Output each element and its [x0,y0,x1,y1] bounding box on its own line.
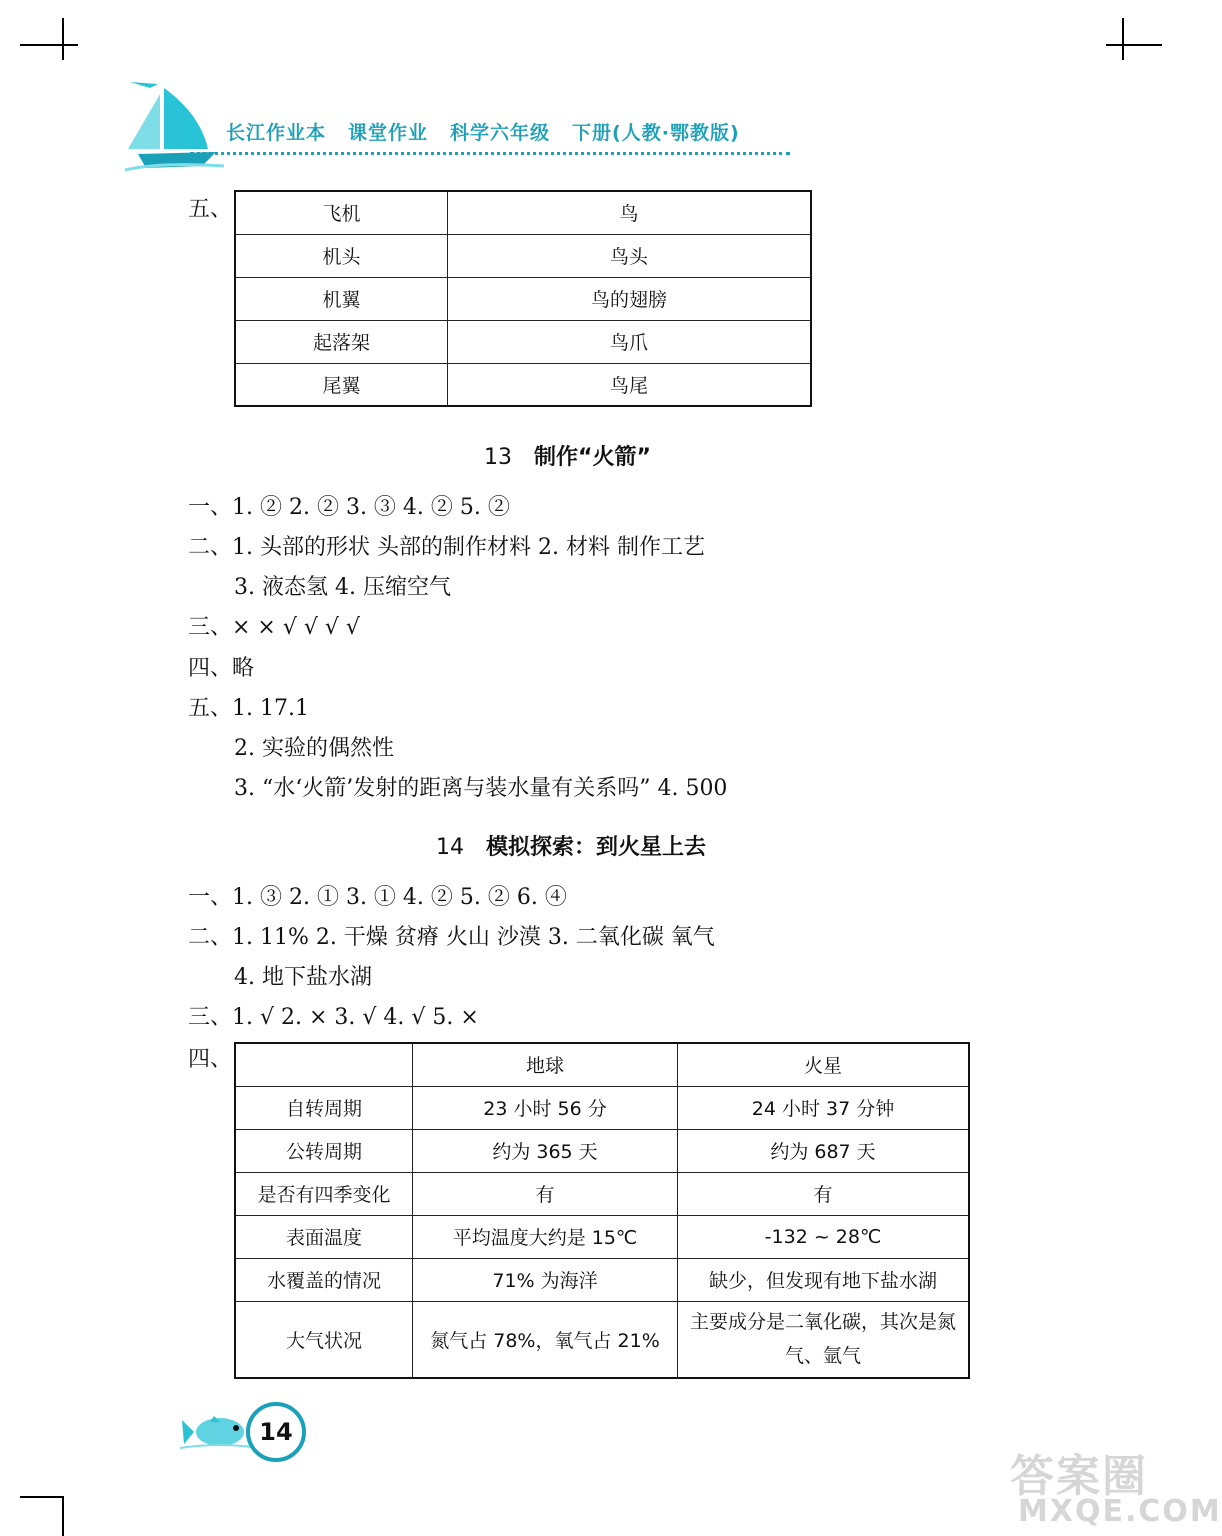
header-book-name: 长江作业本 [226,122,327,144]
table-cell: 尾翼 [235,363,448,406]
answer-line: 四、略 [188,656,255,681]
table-cell: 公转周期 [235,1129,413,1172]
crop-mark-bottom-left-v [62,1496,64,1536]
table-cell: 鸟尾 [448,363,812,406]
table-header-cell: 地球 [413,1043,678,1086]
lesson-number: 13 [484,445,512,470]
answer-line: 二、1. 11% 2. 干燥 贫瘠 火山 沙漠 3. 二氧化碳 氧气 [188,925,715,950]
lesson-number: 14 [436,835,464,860]
table-cell: -132 ~ 28℃ [678,1215,970,1258]
table-cell: 大气状况 [235,1301,413,1378]
header-subject: 科学六年级 [450,122,551,144]
table-cell: 鸟 [448,191,812,234]
crop-mark-bottom-left-h [20,1496,62,1498]
answer-line: 五、1. 17.1 [188,696,309,721]
page-number: 14 [246,1402,306,1462]
crop-mark-top-right-h [1106,44,1162,46]
question-label-5: 五、 [188,197,233,222]
table-cell: 有 [678,1172,970,1215]
header-volume: 下册(人教·鄂教版) [572,122,740,144]
lesson-13-title [484,440,651,471]
table-cell: 缺少，但发现有地下盐水湖 [678,1258,970,1301]
table-cell: 鸟爪 [448,320,812,363]
crop-mark-top-left-v [62,18,64,60]
table-header-cell: 火星 [678,1043,970,1086]
answer-line: 三、1. √ 2. × 3. √ 4. √ 5. × [188,1005,479,1030]
answer-line: 3. “水‘火箭’发射的距离与装水量有关系吗” 4. 500 [234,776,728,801]
table-cell: 约为 687 天 [678,1129,970,1172]
table-cell: 24 小时 37 分钟 [678,1086,970,1129]
table-cell: 71% 为海洋 [413,1258,678,1301]
table-cell: 飞机 [235,191,448,234]
answer-line: 一、1. ③ 2. ① 3. ① 4. ② 5. ② 6. ④ [188,885,567,910]
answer-line: 2. 实验的偶然性 [234,736,394,761]
crop-mark-top-right-v [1122,18,1124,60]
header-title [226,118,762,145]
answer-line: 二、1. 头部的形状 头部的制作材料 2. 材料 制作工艺 [188,535,705,560]
lesson-title-text: 制作“火箭” [534,445,651,470]
answer-line: 3. 液态氢 4. 压缩空气 [234,575,451,600]
table-cell: 鸟头 [448,234,812,277]
table-cell: 主要成分是二氧化碳，其次是氮气、氩气 [678,1301,970,1378]
table-cell: 平均温度大约是 15℃ [413,1215,678,1258]
table-cell: 水覆盖的情况 [235,1258,413,1301]
crop-mark-top-left-h [20,44,78,46]
table-cell: 鸟的翅膀 [448,277,812,320]
header-dotted-divider [190,152,790,155]
lesson-14-title [436,830,706,861]
answer-line: 三、× × √ √ √ √ [188,615,360,640]
earth-mars-table [234,1042,970,1379]
table-cell: 机头 [235,234,448,277]
table-cell: 23 小时 56 分 [413,1086,678,1129]
table-cell: 表面温度 [235,1215,413,1258]
watermark-logo: 答案圈 [1010,1451,1148,1502]
watermark-url: MXQE.COM [1018,1494,1222,1529]
table-cell: 自转周期 [235,1086,413,1129]
table-cell: 有 [413,1172,678,1215]
table-cell: 机翼 [235,277,448,320]
table-cell: 约为 365 天 [413,1129,678,1172]
lesson-title-text: 模拟探索：到火星上去 [486,835,707,860]
header-series: 课堂作业 [348,122,429,144]
table-header-cell [235,1043,413,1086]
answer-line: 一、1. ② 2. ② 3. ③ 4. ② 5. ② [188,495,510,520]
question-label-4: 四、 [188,1047,233,1072]
table-cell: 起落架 [235,320,448,363]
table-cell: 氮气占 78%，氧气占 21% [413,1301,678,1378]
header-sailboat-logo [120,74,230,174]
plane-bird-table [234,190,812,407]
table-cell: 是否有四季变化 [235,1172,413,1215]
answer-line: 4. 地下盐水湖 [234,965,372,990]
